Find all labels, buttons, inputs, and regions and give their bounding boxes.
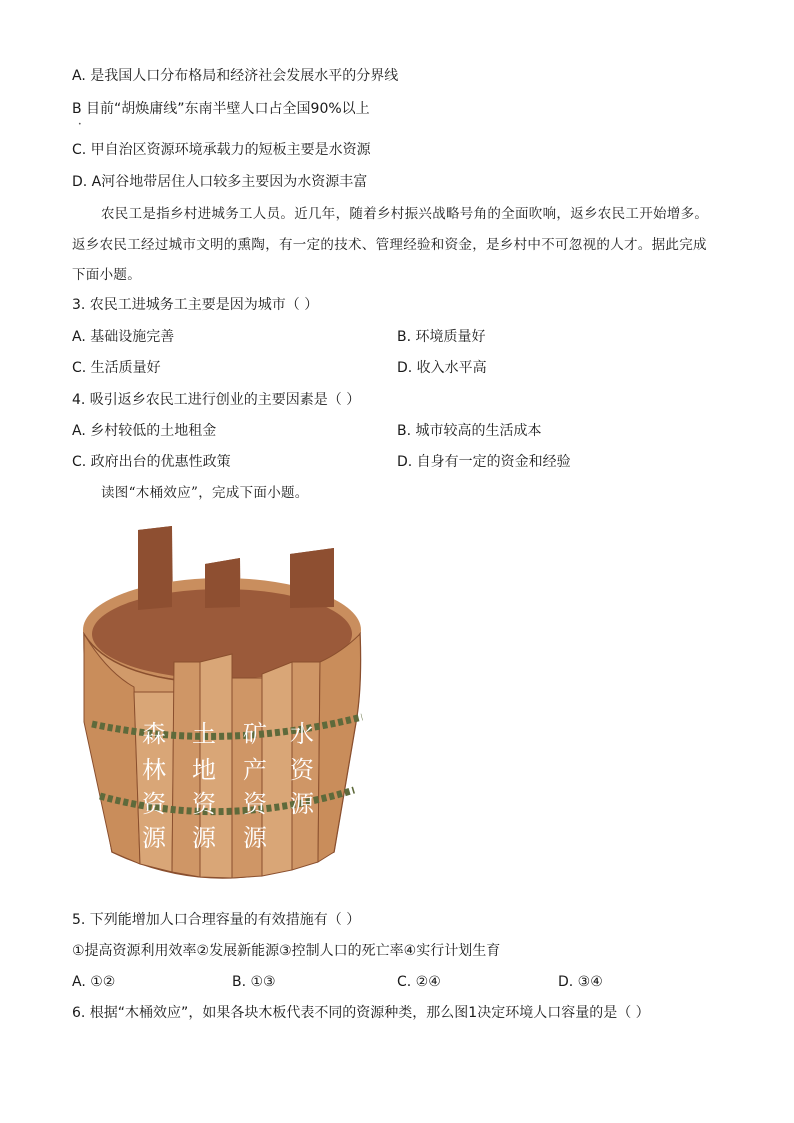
question-5-option-a: A. ①②	[72, 974, 116, 990]
question-5-option-b: B. ①③	[232, 974, 276, 990]
passage-line-2: 返乡农民工经过城市文明的熏陶，有一定的技术、管理经验和资金，是乡村中不可忽视的人才。据此完成	[72, 237, 707, 253]
plank-char: 资	[192, 790, 216, 818]
question-5-option-c: C. ②④	[397, 974, 441, 990]
plank-char: 源	[243, 824, 267, 852]
plank-char: 森	[142, 720, 166, 748]
plank-char: 源	[142, 824, 166, 852]
question-4-option-b: B. 城市较高的生活成本	[397, 423, 542, 439]
plank-char: 林	[142, 756, 166, 784]
question-4-option-c: C. 政府出台的优惠性政策	[72, 454, 231, 470]
question-3-stem: 3. 农民工进城务工主要是因为城市（ ）	[72, 297, 319, 313]
option-b-prev: B 目前“胡焕庸线”东南半壁人口占全国90%以上	[72, 101, 370, 117]
plank-char: 地	[192, 756, 216, 784]
question-3-option-a: A. 基础设施完善	[72, 329, 175, 345]
question-5-option-d: D. ③④	[558, 974, 603, 990]
stray-dot: •	[78, 121, 82, 128]
option-d-prev: D. A河谷地带居住人口较多主要因为水资源丰富	[72, 174, 368, 190]
option-c-prev: C. 甲自治区资源环境承载力的短板主要是水资源	[72, 142, 371, 158]
plank-char: 水	[290, 720, 314, 748]
plank-char: 源	[192, 824, 216, 852]
figure-intro: 读图“木桶效应”，完成下面小题。	[101, 485, 309, 501]
question-4-option-d: D. 自身有一定的资金和经验	[397, 454, 571, 470]
question-3-option-c: C. 生活质量好	[72, 360, 161, 376]
question-4-stem: 4. 吸引返乡农民工进行创业的主要因素是（ ）	[72, 392, 361, 408]
question-4-option-a: A. 乡村较低的土地租金	[72, 423, 217, 439]
wooden-bucket-figure	[72, 512, 372, 890]
plank-char: 土	[192, 720, 216, 748]
question-5-statements: ①提高资源利用效率②发展新能源③控制人口的死亡率④实行计划生育	[72, 943, 501, 959]
question-6-stem: 6. 根据“木桶效应”，如果各块木板代表不同的资源种类，那么图1决定环境人口容量的是（ ）	[72, 1005, 650, 1021]
plank-char: 矿	[243, 720, 267, 748]
option-a-prev: A. 是我国人口分布格局和经济社会发展水平的分界线	[72, 68, 399, 84]
passage-line-3: 下面小题。	[72, 267, 141, 283]
plank-char: 产	[243, 756, 267, 784]
plank-char: 资	[290, 756, 314, 784]
plank-char: 源	[290, 790, 314, 818]
question-3-option-b: B. 环境质量好	[397, 329, 486, 345]
passage-line-1: 农民工是指乡村进城务工人员。近几年，随着乡村振兴战略号角的全面吹响，返乡农民工开始增多。	[101, 206, 709, 222]
question-3-option-d: D. 收入水平高	[397, 360, 487, 376]
plank-char: 资	[243, 790, 267, 818]
question-5-stem: 5. 下列能增加人口合理容量的有效措施有（ ）	[72, 912, 361, 928]
plank-char: 资	[142, 790, 166, 818]
